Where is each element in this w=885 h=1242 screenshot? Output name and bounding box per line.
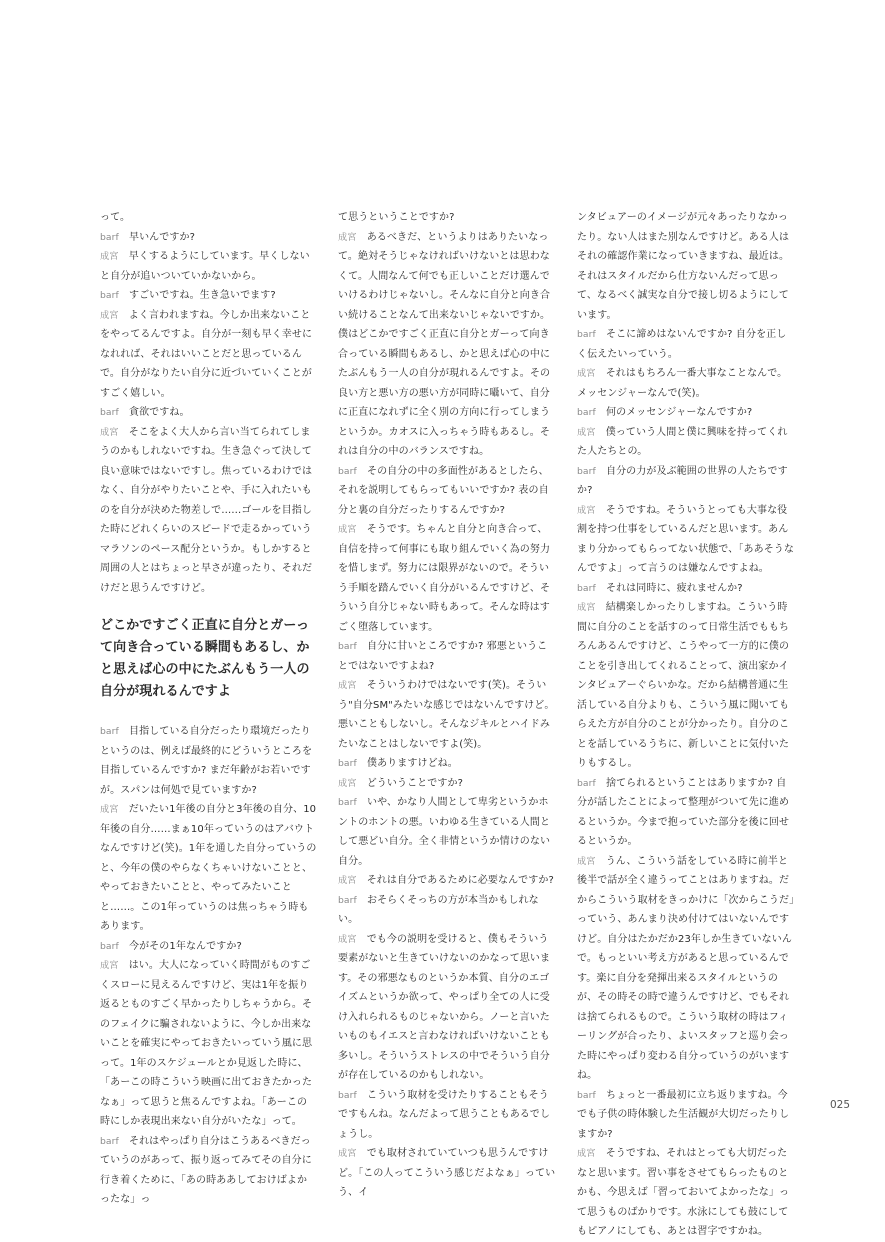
speaker-label: barf bbox=[338, 797, 357, 808]
speaker-label: barf bbox=[100, 231, 119, 243]
speaker-label: 成宮 bbox=[100, 804, 119, 815]
dialogue-line bbox=[577, 579, 796, 599]
speaker-label: 成宮 bbox=[577, 602, 596, 613]
dialogue-line bbox=[338, 754, 556, 774]
dialogue-text: だいたい1年後の自分と3年後の自分、10年後の自分……まぁ10年っていうのはアバウトなんですけど(笑)。1年を通した自分っていうのと、今年の僕のやらなくちゃいけないことと、やっておきたいことと、やってみたいことと……。この1年っていうのは焦っちゃう時もあります。 bbox=[100, 804, 317, 932]
dialogue-line bbox=[100, 423, 317, 599]
speaker-label: barf bbox=[577, 329, 596, 340]
dialogue-text: はい。大人になっていく時間がものすごくスローに見えるんですけど、実は1年を振り返るとものすごく早かったりしちゃうから。そのフェイクに騙されないように、今しか出来ないことを確実にやっておきたいっていう風に思って。1年のスケジュールとか見返した時に、「あーこの時こういう映画に出ておきたかったなぁ」って思うと焦るんですよね。「あーこの時にしか表現出来ない自分がいたな」って。 bbox=[100, 960, 313, 1127]
dialogue-text: 僕っていう人間と僕に興味を持ってくれた人たちとの。 bbox=[577, 426, 788, 457]
dialogue-line bbox=[100, 228, 317, 248]
dialogue-text: それは自分であるために必要なんですか? bbox=[366, 875, 554, 886]
dialogue-text: うん、こういう話をしている時に前半と後半で話が全く違うってことはありますね。だからこういう取材をきっかけに「次からこうだ」っていう、あんまり決め付けてはいないんですけど。自分はたかだか23年しか生きていないんで。もっといい考え方があると思っているんです。楽に自分を発揮出来るスタイルというのが、その時その時で違うんですけど、でもそれは捨てられるもので。こういう取材の時はフィーリングが合ったり、よいスタッフと巡り会った時にやっぱり変わる自分っていうのがいますね。 bbox=[577, 855, 795, 1081]
speaker-label: 成宮 bbox=[338, 1148, 357, 1159]
dialogue-line bbox=[100, 1132, 317, 1210]
dialogue-line bbox=[338, 208, 556, 228]
dialogue-line bbox=[577, 208, 796, 325]
speaker-label: 成宮 bbox=[338, 524, 357, 535]
dialogue-text: その自分の中の多面性があるとしたら、それを説明してもらってもいいですか? 表の自分と裏の自分だったりするんですか? bbox=[338, 465, 549, 516]
dialogue-text: そうですね。そういうとっても大事な役割を持つ仕事をしているんだと思います。あんまり分かってもらってない状態で、「ああそうなんですよ」って言うのは嫌なんですよね。 bbox=[577, 504, 794, 574]
dialogue-line bbox=[577, 462, 796, 501]
dialogue-line bbox=[577, 501, 796, 579]
dialogue-text: それはやっぱり自分はこうあるべきだっていうのがあって、振り返ってみてその自分に行き着くために、「あの時ああしておけばよかったな」っ bbox=[100, 1135, 312, 1205]
dialogue-line bbox=[338, 1144, 556, 1203]
dialogue-line bbox=[100, 286, 317, 306]
speaker-label: barf bbox=[577, 407, 596, 418]
dialogue-text: そういうわけではないです(笑)。そういう"自分SM"みたいな感じではないんですけど。悪いこともしないし。そんなジキルとハイドみたいなことはしないですよ(笑)。 bbox=[338, 680, 555, 750]
dialogue-text: 目指している自分だったり環境だったりというのは、例えば最終的にどういうところを目指しているんですか? まだ年齢がお若いですが。スパンは何処で見ていますか? bbox=[100, 726, 313, 796]
dialogue-line bbox=[577, 364, 796, 403]
dialogue-text: よく言われますね。今しか出来ないことをやってるんですよ。自分が一刻も早く幸せになれれば、それはいいことだと思っているんで。自分がなりたい自分に近づいていくことがすごく嬉しい。 bbox=[100, 309, 313, 399]
speaker-label: barf bbox=[338, 894, 357, 906]
dialogue-text: 今がその1年なんですか? bbox=[128, 940, 242, 952]
dialogue-line bbox=[100, 247, 317, 286]
dialogue-line bbox=[100, 800, 317, 937]
speaker-label: barf bbox=[577, 777, 596, 789]
speaker-label: 成宮 bbox=[577, 426, 596, 438]
text-column-2 bbox=[338, 208, 556, 1203]
dialogue-text: でも今の説明を受けると、僕もそういう要素がないと生きていけないのかなって思います。その邪悪なものというか本質、自分のエゴイズムというか欲って、やっぱり全ての人に受け入れられるものじゃないから。ノーと言いたいものもイエスと言わなければいけないことも多いし。そういうストレスの中でそういう自分が存在しているのかもしれない。 bbox=[338, 933, 551, 1081]
section-heading: どこかですごく正直に自分とガーって向き合っている瞬間もあるし、かと思えば心の中にたぶんもう一人の自分が現れるんですよ bbox=[100, 618, 310, 699]
speaker-label: barf bbox=[577, 1089, 596, 1101]
dialogue-text: そうですね、それはとっても大切だったなと思います。習い事をさせてもらったものとかも、今思えば「習っておいてよかったな」って思うものばかりです。水泳にしても鼓にしてもピアノにしても、あとは習字ですかね。 bbox=[577, 1148, 790, 1237]
speaker-label: barf bbox=[338, 641, 357, 652]
speaker-label: 成宮 bbox=[100, 960, 119, 971]
speaker-label: 成宮 bbox=[100, 309, 119, 321]
dialogue-line bbox=[338, 520, 556, 637]
dialogue-line bbox=[338, 793, 556, 871]
page-number: 025 bbox=[830, 1099, 851, 1111]
dialogue-text: それは同時に、疲れませんか? bbox=[605, 582, 743, 594]
speaker-label: barf bbox=[100, 290, 119, 301]
speaker-label: barf bbox=[577, 582, 596, 594]
dialogue-line bbox=[577, 774, 796, 852]
dialogue-line bbox=[338, 1086, 556, 1145]
dialogue-line bbox=[338, 676, 556, 754]
dialogue-text: おそらくそっちの方が本当かもしれない。 bbox=[338, 894, 539, 925]
dialogue-line bbox=[338, 871, 556, 891]
dialogue-text: こういう取材を受けたりすることもそうですもんね。なんだよって思うこともあるでしょうし。 bbox=[338, 1089, 550, 1140]
dialogue-line bbox=[338, 462, 556, 521]
dialogue-text: でも取材されていていつも思うんですけど。「この人ってこういう感じだよなぁ」っていう、イ bbox=[338, 1148, 556, 1198]
dialogue-text: いや、かなり人間として卑劣というかホントのホントの悪。いわゆる生きている人間として悪どい自分。全く非情というか情けのない自分。 bbox=[338, 797, 551, 867]
speaker-label: 成宮 bbox=[577, 855, 596, 867]
dialogue-line bbox=[338, 228, 556, 462]
dialogue-text: 捨てられるということはありますか? 自分が話したことによって整理がついて先に進めるというか。今まで抱っていた部分を後に回せるというか。 bbox=[577, 777, 790, 847]
dialogue-line bbox=[338, 891, 556, 930]
speaker-label: 成宮 bbox=[577, 1148, 596, 1159]
dialogue-text: そこをよく大人から言い当てられてしまうのかもしれないですね。生き急ぐって決して良い意味ではないですし。焦っているわけではなく、自分がやりたいことや、手に入れたいものを自分が決めた物差しで……ゴールを目指した時にどれくらいのスピードで走るかっていうマラソンのペース配分というか。もしかすると周囲の人とはちょっと早さが違ったり、それだけだと思うんですけど。 bbox=[100, 426, 313, 594]
dialogue-line bbox=[577, 598, 796, 774]
text-column-1 bbox=[100, 208, 317, 1210]
dialogue-line bbox=[338, 774, 556, 794]
dialogue-text: 結構楽しかったりしますね。こういう時間に自分のことを話すのって日常生活でももちろんあるんですけど、こうやって一方的に僕のことを引き出してくれることって、演出家かインタビュアーぐらいかな。だから結構普通に生活している自分よりも、こういう風に聞いてもらえた方が自分のことが分かったり。自分のことを話しているうちに、新しいことに気付いたりもするし。 bbox=[577, 602, 790, 769]
speaker-label: barf bbox=[100, 407, 119, 418]
speaker-label: 成宮 bbox=[100, 426, 119, 438]
speaker-label: barf bbox=[100, 940, 119, 952]
dialogue-line bbox=[100, 403, 317, 423]
dialogue-text: 自分に甘いところですか? 邪悪ということではないですよね? bbox=[338, 641, 548, 672]
dialogue-line bbox=[100, 208, 317, 228]
dialogue-line bbox=[338, 637, 556, 676]
dialogue-text: どういうことですか? bbox=[366, 777, 463, 789]
speaker-label: barf bbox=[100, 1135, 119, 1147]
dialogue-text: ンタビュアーのイメージが元々あったりなかったり。ない人はまた別なんですけど。ある人はそれの確認作業になっていきますね、最近は。それはスタイルだから仕方ないんだって思って、なるべく誠実な自分で接し切るようにしています。 bbox=[577, 212, 790, 321]
dialogue-line bbox=[577, 423, 796, 462]
dialogue-text: それはもちろん一番大事なことなんで。メッセンジャーなんで(笑)。 bbox=[577, 368, 788, 399]
dialogue-text: そうです。ちゃんと自分と向き合って、自信を持って何事にも取り組んでいく為の努力を惜しまず。努力には限界がないので。そういう手順を踏んでいく自分がいるんですけど、そういう自分じゃない時もあって。そんな時はすごく堕落しています。 bbox=[338, 524, 551, 633]
speaker-label: 成宮 bbox=[577, 504, 596, 516]
speaker-label: barf bbox=[100, 726, 119, 737]
dialogue-line bbox=[577, 1086, 796, 1145]
dialogue-line bbox=[100, 306, 317, 404]
dialogue-text: 早いんですか? bbox=[128, 231, 195, 243]
speaker-label: barf bbox=[338, 1089, 357, 1101]
speaker-label: 成宮 bbox=[338, 933, 357, 945]
dialogue-line bbox=[100, 722, 317, 800]
dialogue-line bbox=[577, 1144, 796, 1242]
speaker-label: barf bbox=[338, 758, 357, 769]
speaker-label: barf bbox=[577, 465, 596, 477]
text-column-3 bbox=[577, 208, 796, 1242]
speaker-label: 成宮 bbox=[100, 251, 119, 262]
dialogue-line bbox=[100, 937, 317, 957]
dialogue-line bbox=[100, 956, 317, 1132]
dialogue-line bbox=[577, 852, 796, 1086]
dialogue-text: 僕ありますけどね。 bbox=[366, 758, 458, 769]
speaker-label: 成宮 bbox=[338, 231, 357, 243]
dialogue-text: すごいですね。生き急いでます? bbox=[128, 290, 276, 301]
dialogue-text: て思うということですか? bbox=[338, 212, 455, 223]
speaker-label: 成宮 bbox=[577, 368, 596, 379]
dialogue-line bbox=[577, 325, 796, 364]
dialogue-text: 自分の力が及ぶ範囲の世界の人たちですか? bbox=[577, 465, 788, 496]
dialogue-text: あるべきだ、というよりはありたいなって。絶対そうじゃなければいけないとは思わなくて。人間なんて何でも正しいことだけ選んでいけるわけじゃないし。そんなに自分と向き合い続けることなんて出来ないじゃないですか。僕はどこかですごく正直に自分とガーって向き合っている瞬間もあるし、かと思えば心の中にたぶんもう一人の自分が現れるんですよ。その良い方と悪い方の悪い方が同時に囁いて、自分に正直になれずに全く別の方向に行ってしまうというか。カオスに入っちゃう時もあるし。それは自分の中のバランスですね。 bbox=[338, 231, 551, 457]
dialogue-text: 何のメッセンジャーなんですか? bbox=[605, 407, 753, 418]
dialogue-text: ちょっと一番最初に立ち返りますね。今でも子供の時体験した生活観が大切だったりしますか? bbox=[577, 1089, 790, 1140]
speaker-label: 成宮 bbox=[338, 777, 357, 789]
speaker-label: 成宮 bbox=[338, 680, 357, 691]
speaker-label: 成宮 bbox=[338, 875, 357, 886]
dialogue-text: そこに諦めはないんですか? 自分を正しく伝えたいっていう。 bbox=[577, 329, 787, 360]
dialogue-text: って。 bbox=[100, 212, 131, 223]
speaker-label: barf bbox=[338, 465, 357, 477]
dialogue-line bbox=[338, 930, 556, 1086]
dialogue-line bbox=[577, 403, 796, 423]
dialogue-text: 貪欲ですね。 bbox=[128, 407, 190, 418]
dialogue-text: 早くするようにしています。早くしないと自分が追いついていかないから。 bbox=[100, 251, 310, 282]
